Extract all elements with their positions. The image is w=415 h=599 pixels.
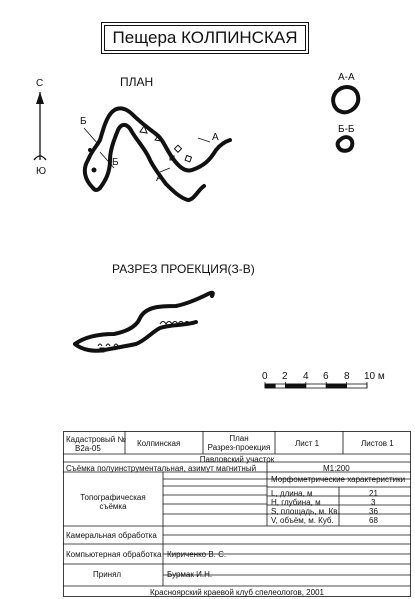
section-mark-a-left: А	[156, 173, 163, 184]
section-mark-a-right: А	[212, 132, 219, 143]
area-name: Павловский участок	[199, 455, 275, 464]
morph-volume-value: 68	[369, 516, 378, 525]
footer-text: Красноярский краевой клуб спелеологов, 2001	[150, 588, 324, 597]
profile-label: РАЗРЕЗ ПРОЕКЦИЯ(З-В)	[112, 262, 255, 276]
sheets-total: Листов 1	[361, 439, 394, 448]
section-aa-outline	[333, 87, 358, 112]
morph-label: Морфометрические характеристики	[271, 475, 406, 484]
accepted-label: Принял	[93, 570, 122, 579]
plan-outline	[85, 108, 230, 200]
morph-depth-label: H, глубина, м	[271, 498, 321, 507]
north-arrow-icon	[34, 92, 46, 160]
sheet-number: Лист 1	[295, 439, 320, 448]
scale-tick-0: 0	[262, 371, 268, 382]
plan-label: ПЛАН	[120, 75, 154, 89]
scale-tick-4: 4	[303, 371, 309, 382]
morph-area-value: 36	[369, 507, 378, 516]
scale-tick-8: 8	[344, 371, 350, 382]
scale-value: М1:200	[323, 464, 350, 473]
section-bb-outline	[338, 137, 353, 151]
title-block	[63, 431, 411, 597]
section-aa-label: А-А	[338, 72, 355, 83]
section-mark-b-bottom: Б	[112, 157, 119, 168]
scale-tick-10: 10 м	[364, 371, 385, 382]
scale-bar	[265, 382, 367, 388]
scale-tick-6: 6	[323, 371, 329, 382]
computer-value: Кириченко В. С.	[167, 550, 227, 559]
morph-length-label: L, длина, м	[271, 489, 313, 498]
survey-type: Съёмка полуинструментальная, азимут магнитный	[66, 464, 257, 473]
accepted-value: Бурмак И.Н.	[167, 570, 213, 579]
section-bb-label: Б-Б	[338, 124, 355, 135]
morph-area-label: S, площадь, м. Кв.	[271, 507, 340, 516]
kadastr-value: В2а-05	[75, 444, 101, 453]
south-label: Ю	[36, 166, 47, 177]
morph-length-value: 21	[369, 489, 378, 498]
office-label: Камеральная обработка	[66, 531, 157, 540]
profile-outline	[75, 293, 213, 351]
scale-tick-2: 2	[282, 371, 288, 382]
sheet-kind: План Разрез-проекция	[207, 434, 271, 452]
morph-depth-value: 3	[371, 498, 376, 507]
topo-label: Топографическая съёмка	[80, 493, 146, 511]
page-title: Пещера КОЛПИНСКАЯ	[104, 25, 306, 51]
computer-label: Компьютерная обработка	[66, 550, 162, 559]
section-mark-b-top: Б	[80, 116, 87, 127]
morph-volume-label: V, объём, м. Куб.	[271, 516, 334, 525]
north-label: С	[36, 78, 44, 89]
kadastr-label: Кадастровый №	[66, 435, 127, 444]
cave-name: Колпинская	[137, 439, 181, 448]
